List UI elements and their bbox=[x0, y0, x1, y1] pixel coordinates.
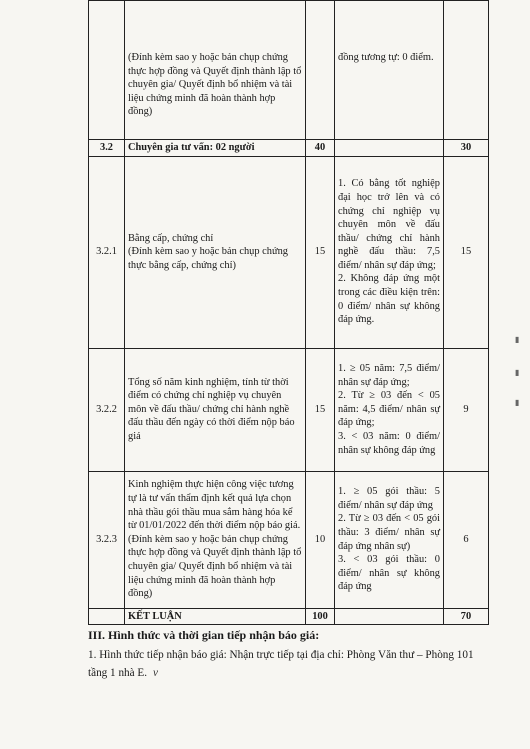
row-description-note: (Đính kèm sao y hoặc bản chụp chứng thực hợp đồng và Quyết định thành lập tổ chuyên gia/ Quyết định bổ nhiệm và tài liệu chứng minh đã hoàn thành hợp đồng) bbox=[128, 533, 302, 600]
table-row bbox=[89, 471, 489, 608]
section-heading: III. Hình thức và thời gian tiếp nhận báo giá: bbox=[88, 628, 320, 642]
cell-criteria bbox=[335, 1, 444, 140]
criteria-1: 1. Có bằng tốt nghiệp đại học trở lên và có chứng chỉ nghiệp vụ chuyên môn về đấu thầu/ chứng chỉ hành nghề đấu thầu: 7,5 điểm/ nhân sự đáp ứng; bbox=[338, 178, 440, 271]
section-paragraph bbox=[88, 646, 488, 682]
section-max-score: 40 bbox=[306, 140, 335, 157]
row-score: 15 bbox=[444, 156, 489, 348]
criteria-2: 2. Không đáp ứng một trong các điều kiện trên: 0 điểm/ nhân sự không đáp ứng. bbox=[338, 273, 440, 326]
row-max-score: 10 bbox=[306, 471, 335, 608]
cell-max bbox=[306, 1, 335, 140]
evaluation-table bbox=[88, 0, 489, 625]
cell-criteria bbox=[335, 140, 444, 157]
row-description-note: (Đính kèm sao y hoặc bản chụp chứng thực bằng cấp, chứng chỉ) bbox=[128, 246, 289, 271]
cell-description bbox=[125, 471, 306, 608]
receipt-method-text: 1. Hình thức tiếp nhận báo giá: Nhận trực tiếp tại địa chỉ: Phòng Văn thư – Phòng 101 tầng 1 nhà E. bbox=[88, 649, 474, 679]
row-description: Tổng số năm kinh nghiệm, tính từ thời điểm có chứng chỉ nghiệp vụ chuyên môn về đấu thầu/ chứng chỉ hành nghề đấu thầu đến ngày có thời điểm nộp báo giá bbox=[128, 376, 295, 442]
cell-criteria bbox=[335, 348, 444, 471]
cell-description bbox=[125, 156, 306, 348]
row-number: 3.2.2 bbox=[89, 348, 125, 471]
conclusion-label: KẾT LUẬN bbox=[125, 608, 306, 625]
table-row bbox=[89, 1, 489, 140]
handwritten-mark: ν bbox=[153, 667, 158, 679]
row-number: 3.2.3 bbox=[89, 471, 125, 608]
row-number: 3.2.1 bbox=[89, 156, 125, 348]
criteria-3: 3. < 03 gói thầu: 0 điểm/ nhân sự không đáp ứng bbox=[338, 554, 440, 593]
table-row bbox=[89, 348, 489, 471]
row-max-score: 15 bbox=[306, 156, 335, 348]
criteria-3: 3. < 03 năm: 0 điểm/ nhân sự không đáp ứng bbox=[338, 430, 440, 456]
cell-no bbox=[89, 1, 125, 140]
row-score: 6 bbox=[444, 471, 489, 608]
section-score: 30 bbox=[444, 140, 489, 157]
cell-no bbox=[89, 608, 125, 625]
scan-edge-mark: ▮ bbox=[515, 368, 520, 377]
section-title: Chuyên gia tư vấn: 02 người bbox=[125, 140, 306, 157]
row-description: Kinh nghiệm thực hiện công việc tương tự là tư vấn thẩm định kết quả lựa chọn nhà thầu gói thầu mua sắm hàng hóa kể từ 01/01/2022 đến thời điểm nộp báo giá. bbox=[128, 479, 301, 532]
criteria-1: 1. ≥ 05 năm: 7,5 điểm/ nhân sự đáp ứng; bbox=[338, 363, 440, 388]
cell-criteria bbox=[335, 471, 444, 608]
cell-description bbox=[125, 348, 306, 471]
conclusion-score: 70 bbox=[444, 608, 489, 625]
criteria-2: 2. Từ ≥ 03 đến < 05 gói thầu: 3 điểm/ nhân sự đáp ứng nhân sự) bbox=[338, 513, 440, 552]
cell-criteria bbox=[335, 156, 444, 348]
scan-edge-mark: ▮ bbox=[515, 335, 520, 344]
row-description: (Đính kèm sao y hoặc bản chụp chứng thực hợp đồng và Quyết định thành lập tổ chuyên gia/ Quyết định bổ nhiệm và tài liệu chứng minh đã hoàn thành hợp đồng) bbox=[128, 52, 302, 118]
section-number: 3.2 bbox=[89, 140, 125, 157]
cell-score bbox=[444, 1, 489, 140]
criteria-1: 1. ≥ 05 gói thầu: 5 điểm/ nhân sự đáp ứng bbox=[338, 486, 440, 511]
row-description: Bằng cấp, chứng chỉ bbox=[128, 232, 214, 244]
table-row bbox=[89, 156, 489, 348]
conclusion-row bbox=[89, 608, 489, 625]
cell-description bbox=[125, 1, 306, 140]
scan-edge-mark: ▮ bbox=[515, 398, 520, 407]
criteria-text: đồng tương tự: 0 điểm. bbox=[338, 52, 434, 63]
row-max-score: 15 bbox=[306, 348, 335, 471]
row-score: 9 bbox=[444, 348, 489, 471]
conclusion-max-score: 100 bbox=[306, 608, 335, 625]
criteria-2: 2. Từ ≥ 03 đến < 05 năm: 4,5 điểm/ nhân sự đáp ứng; bbox=[338, 390, 440, 429]
section-row bbox=[89, 140, 489, 157]
cell-criteria bbox=[335, 608, 444, 625]
